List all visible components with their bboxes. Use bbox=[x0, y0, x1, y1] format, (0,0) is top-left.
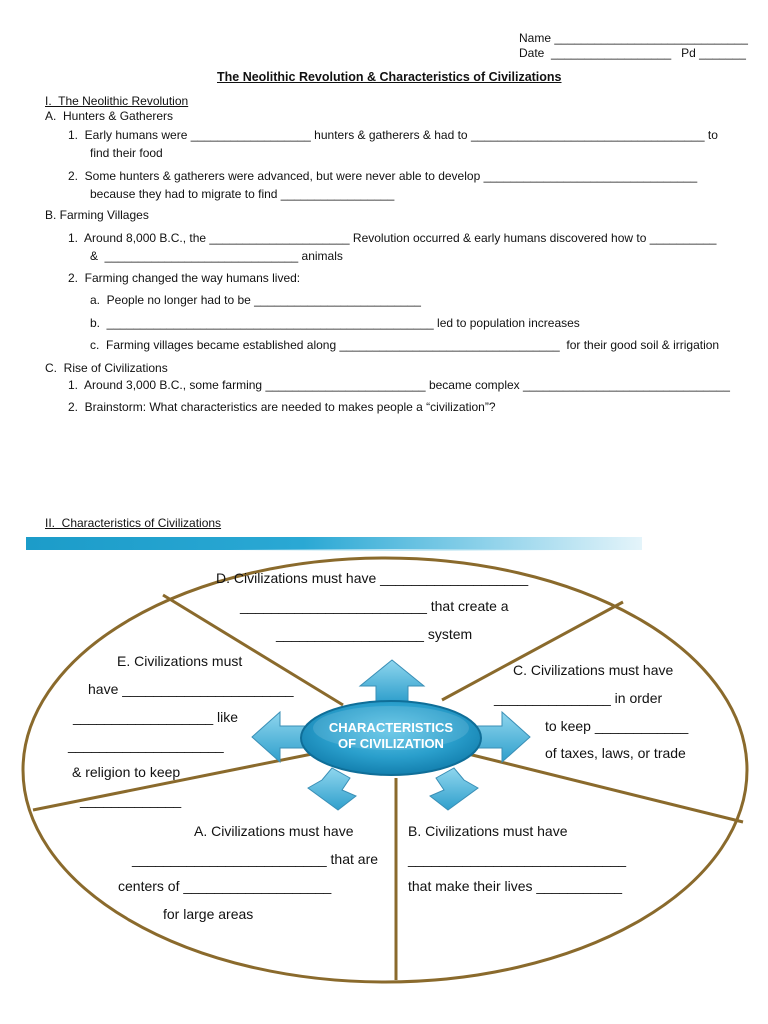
arrow-down-left-icon bbox=[308, 768, 356, 810]
arrow-up-icon bbox=[360, 660, 424, 702]
question-a1-line2: find their food bbox=[90, 146, 163, 160]
center-title-line1: CHARACTERISTICS bbox=[328, 720, 454, 735]
question-b2c: c. Farming villages became established along _________________________________ for their good soil & irrigation bbox=[90, 338, 720, 352]
name-field-label: Name _____________________________ bbox=[519, 31, 748, 45]
box-e-line1: E. Civilizations must bbox=[117, 653, 243, 669]
characteristics-diagram bbox=[0, 550, 768, 1024]
box-d-line1: D. Civilizations must have ___________________ bbox=[216, 570, 529, 586]
question-c1: 1. Around 3,000 B.C., some farming ________________________ became complex _______________________________ bbox=[68, 378, 730, 392]
box-c-line3: to keep ____________ bbox=[545, 718, 689, 734]
box-e-line3: __________________ like bbox=[73, 709, 239, 725]
box-d-line2: ________________________ that create a bbox=[240, 598, 509, 614]
box-b-line3: that make their lives ___________ bbox=[408, 878, 623, 894]
box-e-line6: _____________ bbox=[80, 792, 182, 808]
box-a-line2: _________________________ that are bbox=[132, 851, 379, 867]
box-a-line4: for large areas bbox=[163, 906, 254, 922]
box-a-line1: A. Civilizations must have bbox=[194, 823, 354, 839]
page-title: The Neolithic Revolution & Characteristics of Civilizations bbox=[217, 70, 562, 84]
section-2-heading: II. Characteristics of Civilizations bbox=[45, 516, 222, 530]
box-a-line3: centers of ___________________ bbox=[118, 878, 332, 894]
subsection-c-heading: C. Rise of Civilizations bbox=[45, 361, 168, 375]
question-a1-line1: 1. Early humans were __________________ hunters & gatherers & had to ___________________________________ to bbox=[68, 128, 718, 142]
box-c-line1: C. Civilizations must have bbox=[513, 662, 674, 678]
subsection-b-heading: B. Farming Villages bbox=[45, 208, 149, 222]
question-b2b: b. _________________________________________________ led to population increases bbox=[90, 316, 580, 330]
question-c2: 2. Brainstorm: What characteristics are needed to makes people a “civilization”? bbox=[68, 400, 496, 414]
question-b1-line1: 1. Around 8,000 B.C., the _____________________ Revolution occurred & early humans discovered how to __________ bbox=[68, 231, 717, 245]
box-d-line3: ___________________ system bbox=[276, 626, 473, 642]
box-b-line1: B. Civilizations must have bbox=[408, 823, 568, 839]
box-b-line2: ____________________________ bbox=[408, 851, 627, 867]
center-title-line2: OF CIVILIZATION bbox=[338, 736, 444, 751]
box-e-line5: & religion to keep bbox=[72, 764, 181, 780]
question-a2-line1: 2. Some hunters & gatherers were advanced, but were never able to develop ________________________________ bbox=[68, 169, 698, 183]
question-b1-line2: & _____________________________ animals bbox=[90, 249, 343, 263]
date-period-field-label: Date __________________ Pd _______ bbox=[519, 46, 746, 60]
box-c-line4: of taxes, laws, or trade bbox=[545, 745, 686, 761]
question-b2a: a. People no longer had to be _________________________ bbox=[90, 293, 421, 307]
question-a2-line2: because they had to migrate to find _________________ bbox=[90, 187, 395, 201]
box-e-line4: ____________________ bbox=[68, 737, 224, 753]
arrow-down-right-icon bbox=[430, 768, 478, 810]
subsection-a-heading: A. Hunters & Gatherers bbox=[45, 109, 174, 123]
section-1-heading: I. The Neolithic Revolution bbox=[45, 94, 189, 108]
box-c-line2: _______________ in order bbox=[494, 690, 663, 706]
question-b2: 2. Farming changed the way humans lived: bbox=[68, 271, 301, 285]
box-e-line2: have ______________________ bbox=[88, 681, 294, 697]
